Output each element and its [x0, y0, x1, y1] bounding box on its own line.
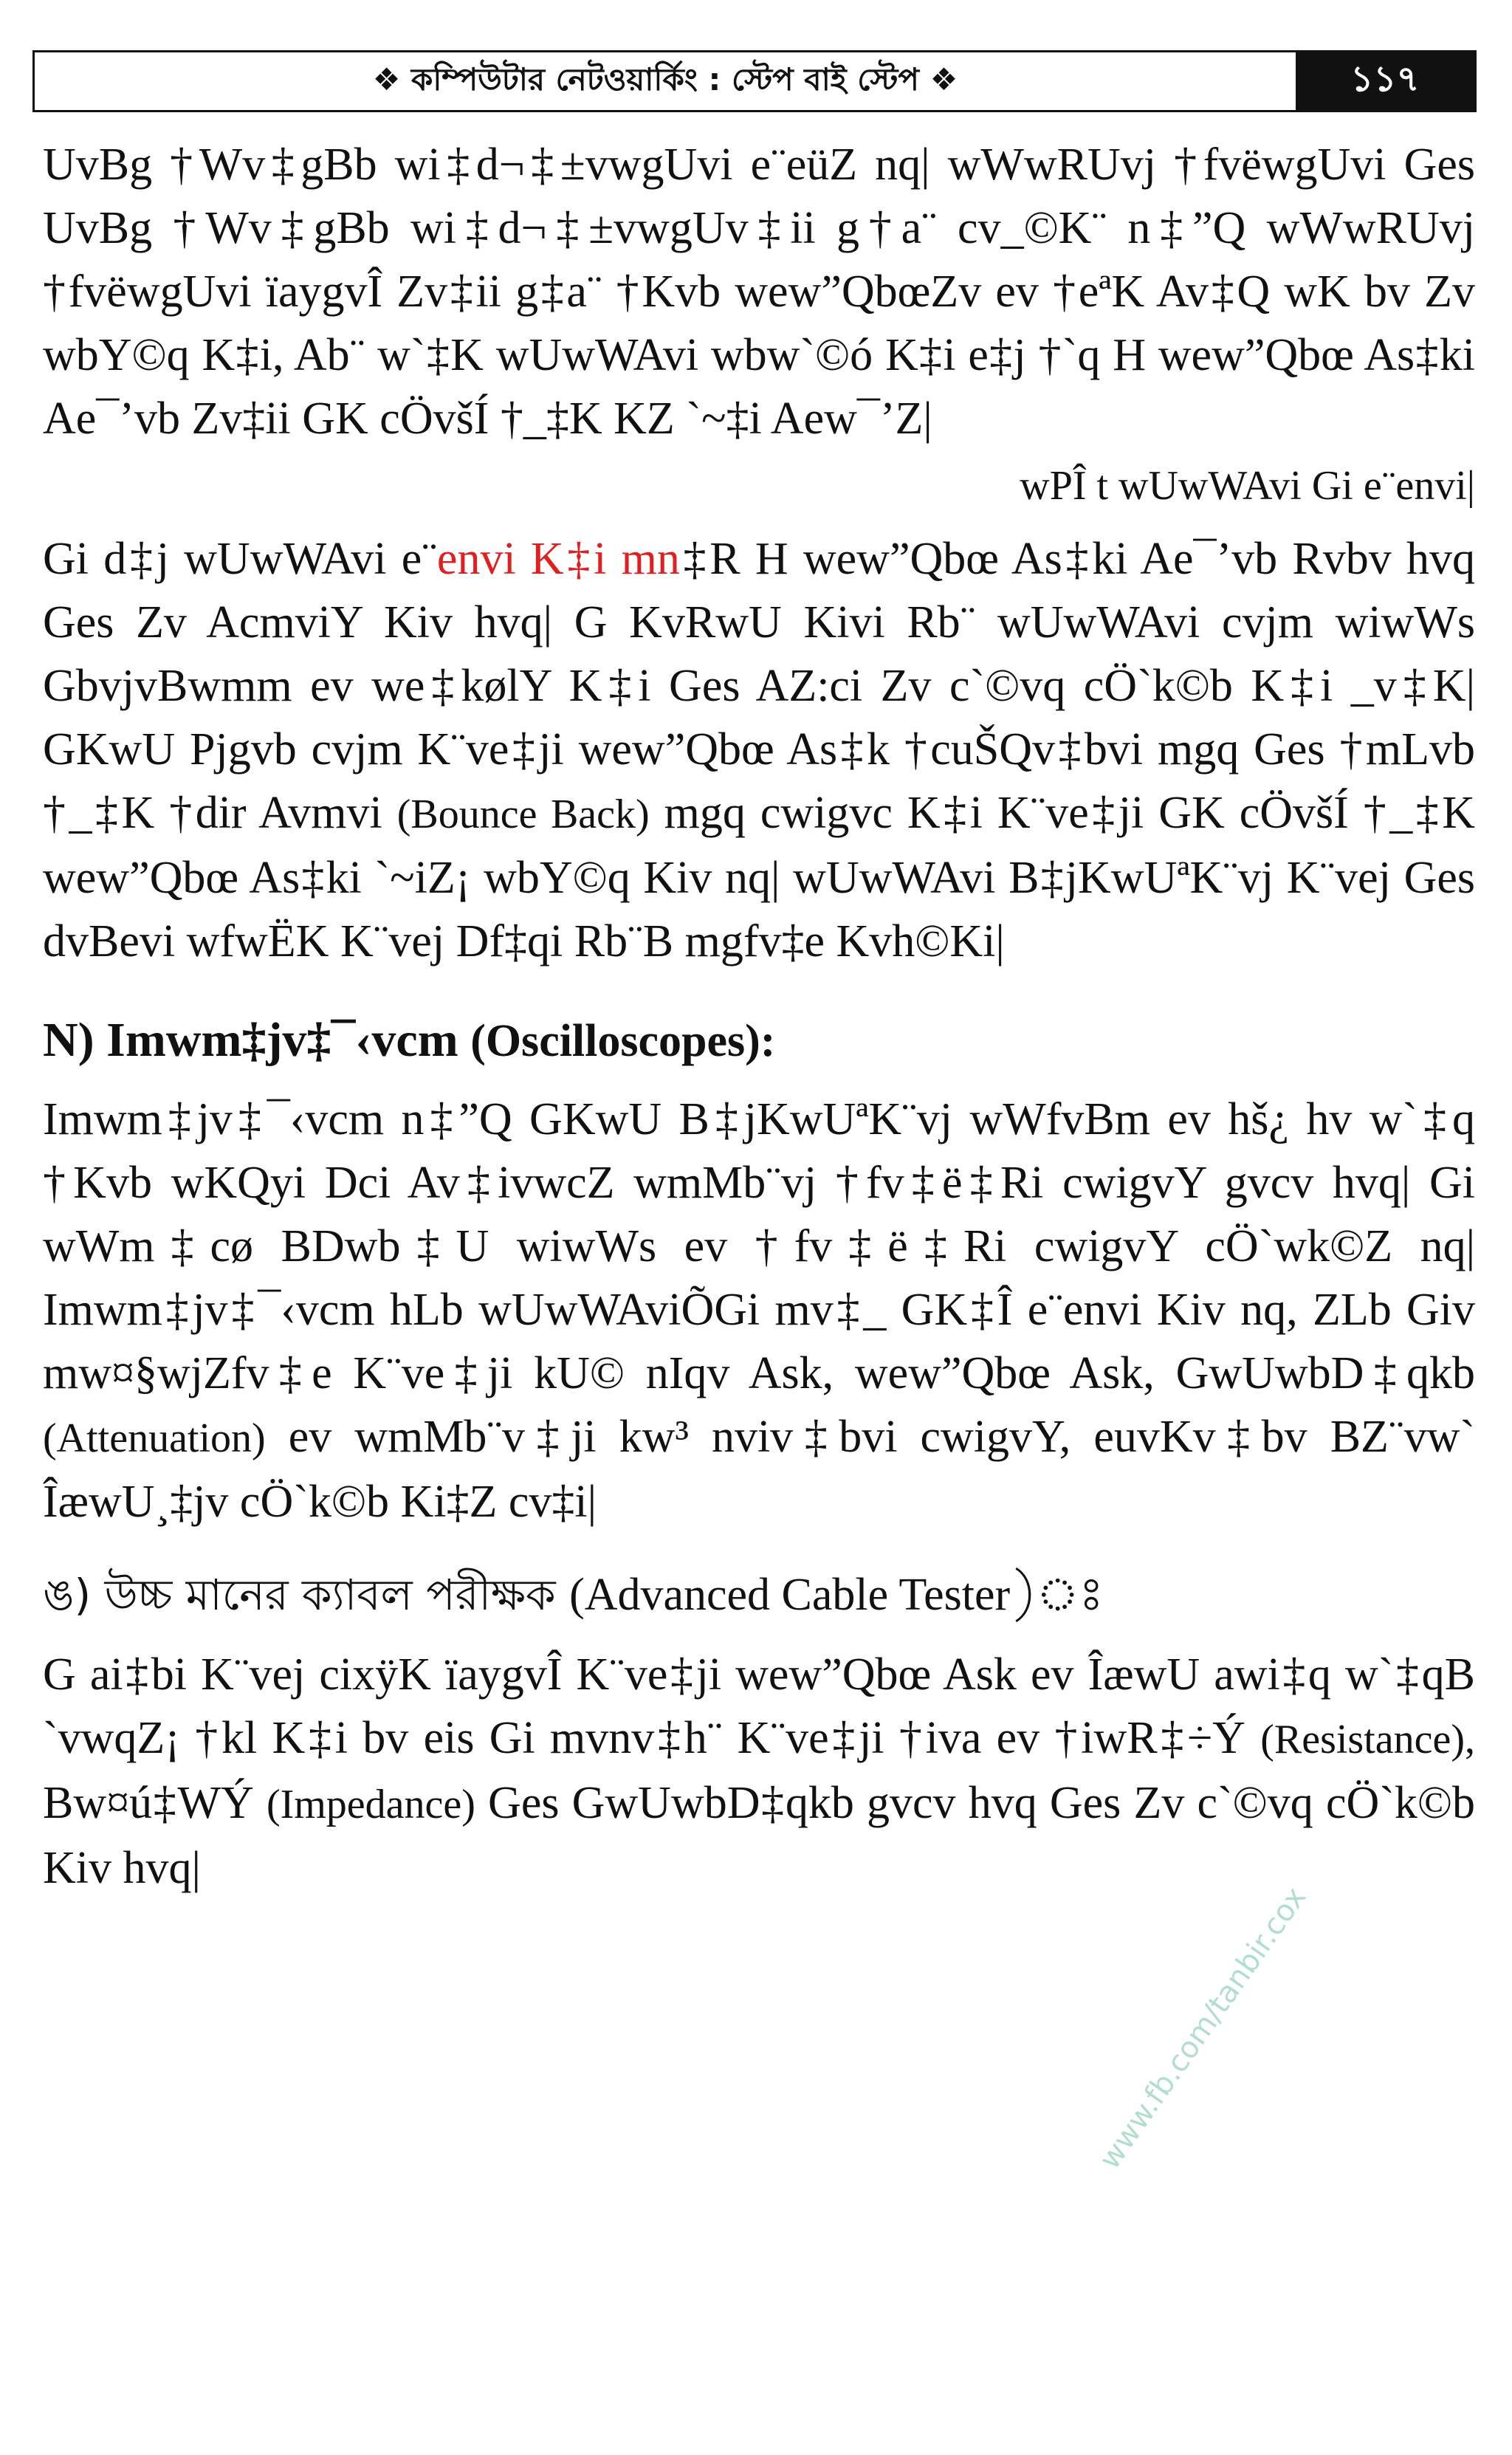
heading-english: (Oscilloscopes):: [470, 1016, 776, 1066]
text-segment: ev wmMb¨v‡ji kw³ nviv‡bvi cwigvY, euvKv‡bv BZ¨vw` ÎæwU¸‡jv cÖ`k©b Ki‡Z cv‡i|: [43, 1412, 1475, 1527]
paragraph-tdr-usage: [43, 527, 1475, 973]
heading-main: ঙ) উচ্চ মানের ক্যাবল পরীক্ষক: [43, 1570, 570, 1620]
text-segment: mgq cwigvc K‡i K¨ve‡ji GK cÖvšÍ †_‡K wew”Qbœ As‡ki `~iZ¡ wbY©q Kiv nq| wUwWAvi B‡jKwUªK¨vj K¨vej Ges dvBevi wfwËK K¨vej Df‡qi Rb¨B mgfv‡e Kvh©Ki|: [43, 788, 1476, 966]
text-segment: Bw¤ú‡WÝ: [43, 1778, 267, 1828]
paragraph-cable-tester: [43, 1643, 1475, 1900]
heading-english: (Advanced Cable Tester)ঃ: [569, 1570, 1104, 1620]
text-segment: Imwm‡jv‡¯‹vcm n‡”Q GKwU B‡jKwUªK¨vj wWfvBm ev hš¿ hv w`‡q †Kvb wKQyi Dci Av‡ivwcZ wmMb¨vj †fv‡ë‡Ri cwigvY gvcv hvq| Gi wWm‡cø BDwb‡U wiwWs ev †fv‡ë‡Ri cwigvY cÖ`wk©Z nq| Imwm‡jv‡¯‹vcm hLb wUwWAviÕGi mv‡_ GK‡Î e¨envi Kiv nq, ZLb Giv mw¤§wjZfv‡e K¨ve‡ji kU© nIqv Ask, wew”Qbœ Ask, GwUwbD‡qkb: [43, 1094, 1475, 1398]
english-term: (Attenuation): [43, 1415, 266, 1461]
book-title: ❖ কম্পিউটার নেটওয়ার্কিং : স্টেপ বাই স্টেপ ❖: [372, 61, 958, 97]
section-heading-cable-tester: [43, 1563, 1475, 1627]
text-segment: ‡R H wew”Qbœ As‡ki Ae¯’vb Rvbv hvq Ges Zv AcmviY Kiv hvq| G KvRwU Kivi Rb¨ wUwWAvi cvjm wiwWs GbvjvBwmm ev we‡kølY K‡i Ges AZ:ci Zv c`©vq cÖ`k©b K‡i _v‡K| GKwU Pjgvb cvjm K¨ve‡ji wew”Qbœ As‡k †cuŠQv‡bvi mgq Ges †mLvb †_‡K †dir Avmvi: [43, 534, 1475, 838]
english-term: (Bounce Back): [396, 792, 650, 837]
text-segment: Gi d‡j wUwWAvi e¨: [43, 534, 437, 584]
watermark: www.fb.com/tanbir.cox: [1093, 1881, 1313, 2176]
page-header: [32, 50, 1477, 112]
heading-main: N) Imwm‡jv‡¯‹vcm: [43, 1013, 471, 1067]
section-heading-oscilloscopes: [43, 1007, 1475, 1074]
english-term: (Resistance),: [1260, 1717, 1475, 1762]
text-segment: G ai‡bi K¨vej cixÿK ïaygvÎ K¨ve‡ji wew”Qbœ Ask ev ÎæwU awi‡q w`‡qB `vwqZ¡ †kl K‡i bv eis Gi mvnv‡h¨ K¨ve‡ji †iva ev †iwR‡÷Ý: [43, 1649, 1475, 1763]
paragraph-oscilloscopes: [43, 1088, 1475, 1534]
page-content: [43, 133, 1475, 1900]
page-number: ১১৭: [1296, 52, 1474, 110]
highlighted-text: envi K‡i mn: [436, 534, 680, 584]
paragraph-tdr-intro: UvBg †Wv‡gBb wi‡d¬‡±vwgUvi e¨eüZ nq| wWwRUvj †fvëwgUvi Ges UvBg †Wv‡gBb wi‡d¬‡±vwgUv‡ii g†a¨ cv_©K¨ n‡”Q wWwRUvj †fvëwgUvi ïaygvÎ Zv‡ii g‡a¨ †Kvb wew”QbœZv ev †eªK Av‡Q wK bv Zv wbY©q K‡i, Ab¨ w`‡K wUwWAvi wbw`©ó K‡i e‡j †`q H wew”Qbœ As‡ki Ae¯’vb Zv‡ii GK cÖvšÍ †_‡K KZ `~‡i Aew¯’Z|: [43, 140, 1475, 444]
english-term: (Impedance): [266, 1782, 475, 1827]
figure-caption: wPÎ t wUwWAvi Gi e¨envi|: [1020, 463, 1475, 509]
text-segment: Ges GwUwbD‡qkb gvcv hvq Ges Zv c`©vq cÖ`k©b Kiv hvq|: [43, 1778, 1476, 1893]
